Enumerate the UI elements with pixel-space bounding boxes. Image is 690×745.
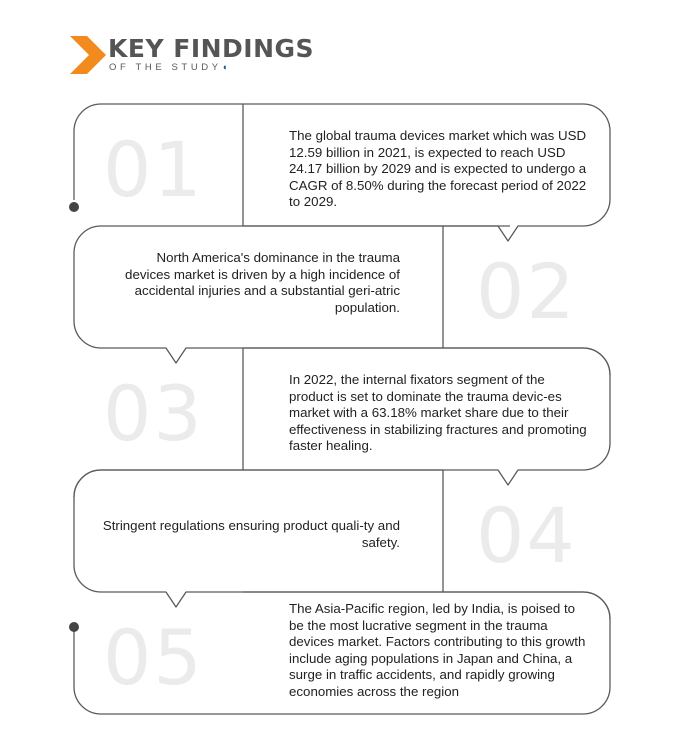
half-circle-icon: ◖ xyxy=(221,62,228,73)
timeline-dot-end xyxy=(69,622,79,632)
finding-number-04: 04 xyxy=(476,491,577,580)
finding-text-02: North America's dominance in the trauma devices market is driven by a high incidence of accidental injuries and a substantial geri-atric population. xyxy=(125,250,400,315)
page-title: KEY FINDINGS xyxy=(108,34,315,63)
open-outline-03 xyxy=(74,470,243,497)
finding-text-04: Stringent regulations ensuring product quali-ty and safety. xyxy=(102,518,400,550)
finding-number-03: 03 xyxy=(103,369,204,458)
finding-number-05: 05 xyxy=(103,613,204,702)
finding-number-01: 01 xyxy=(103,125,204,214)
open-outline-02b xyxy=(443,348,610,375)
finding-text-05: The Asia-Pacific region, led by India, is poised to be the most lucrative segment in the trauma devices market. Factors contributing to this growth include aging populations in Japan and China, a surge in traffic accidents, and rapidly growing economies across the region xyxy=(289,601,586,699)
timeline-dot-start xyxy=(69,202,79,212)
finding-text-01: The global trauma devices market which was USD 12.59 billion in 2021, is expected to reach USD 24.17 billion by 2029 and is expected to undergo a CAGR of 8.50% during the forecast period of 2022 to 2029. xyxy=(289,128,587,209)
finding-text-03: In 2022, the internal fixators segment of the product is set to dominate the trauma devic-es market with a 63.18% market share due to their effectiveness in stabilizing fractures and promoting faster healing. xyxy=(289,372,587,453)
subtitle-text: OF THE STUDY xyxy=(109,62,222,73)
finding-number-02: 02 xyxy=(476,247,577,336)
